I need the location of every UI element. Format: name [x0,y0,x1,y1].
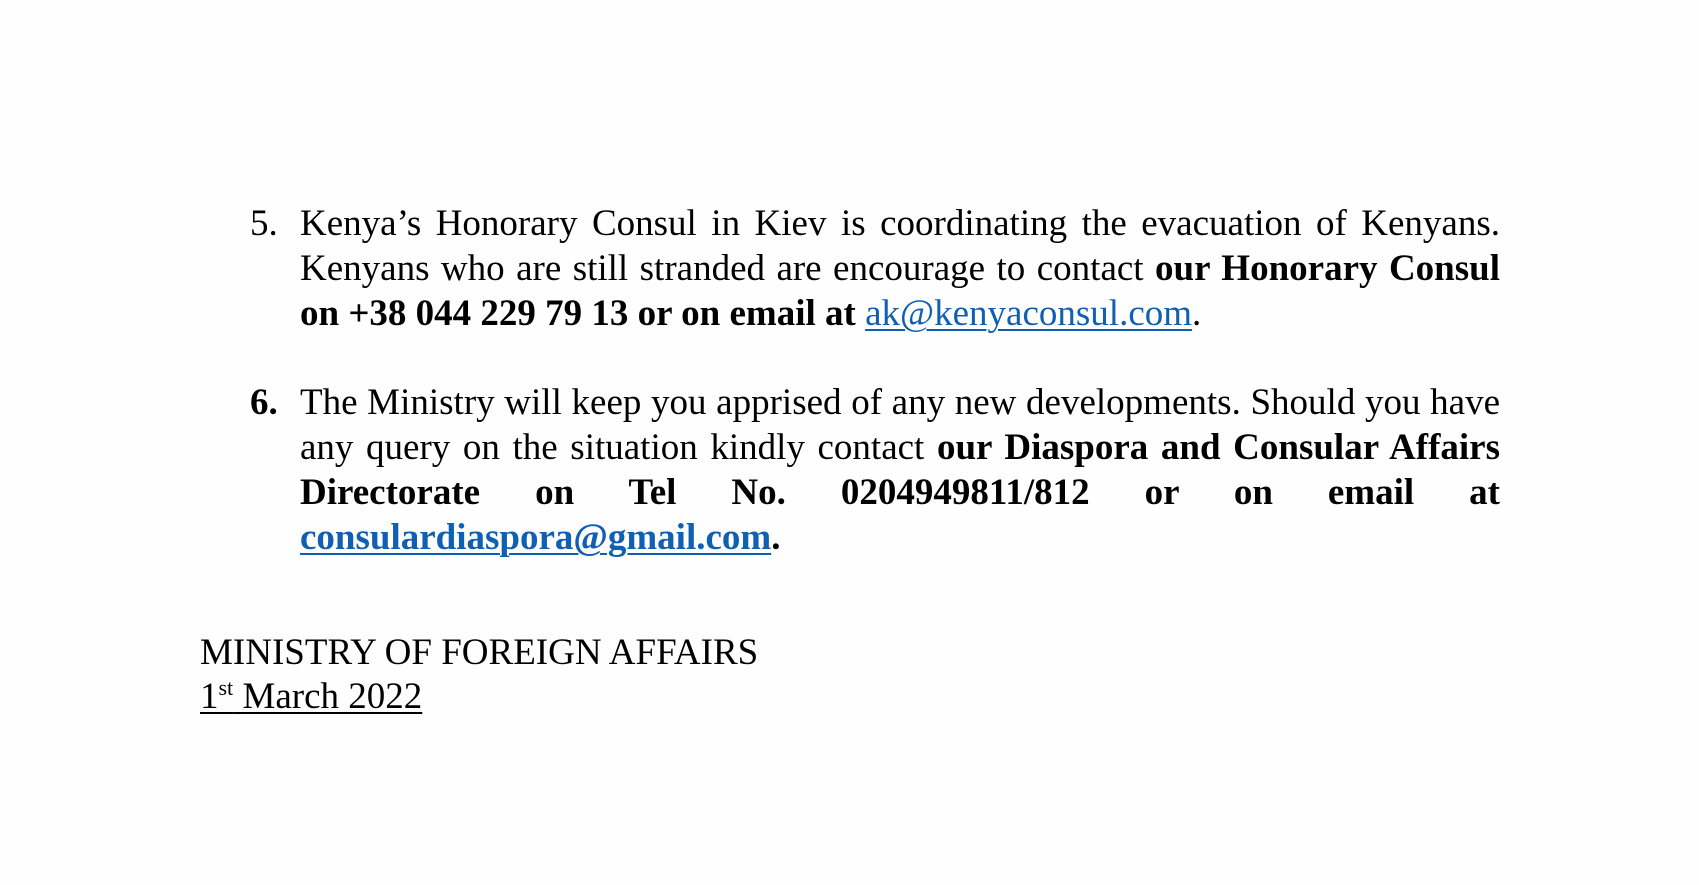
date-suffix: st [218,675,234,700]
date-month-year: March 2022 [233,676,423,717]
ministry-name: MINISTRY OF FOREIGN AFFAIRS [200,632,759,673]
item-end-punct: . [1192,293,1202,334]
consul-email-link[interactable]: ak@kenyaconsul.com [865,293,1193,334]
item-plain-text: The Ministry will keep you apprised of any new developments. Should you have any query on the situation kindly contact [300,382,1500,468]
date-day: 1 [200,676,219,717]
item-bold-text: our Honorary Consul on +38 044 229 79 13 or on email at [300,248,1500,334]
signoff-block [200,631,758,719]
item-paragraph [300,380,1500,560]
item-bold-text: our Diaspora and Consular Affairs Directorate on Tel No. 0204949811/812 or on email at [300,427,1500,513]
diaspora-email-link[interactable]: consulardiaspora@gmail.com [300,517,772,558]
signoff-date [200,675,758,719]
item-number: 6. [250,382,278,423]
item-number: 5. [250,203,278,244]
numbered-item-5 [250,201,1500,336]
numbered-item-6 [250,380,1500,560]
item-paragraph [300,201,1500,336]
item-plain-text: Kenya’s Honorary Consul in Kiev is coordinating the evacuation of Kenyans. Kenyans who are still stranded are encourage to contact [300,203,1500,289]
item-end-punct: . [771,517,781,558]
